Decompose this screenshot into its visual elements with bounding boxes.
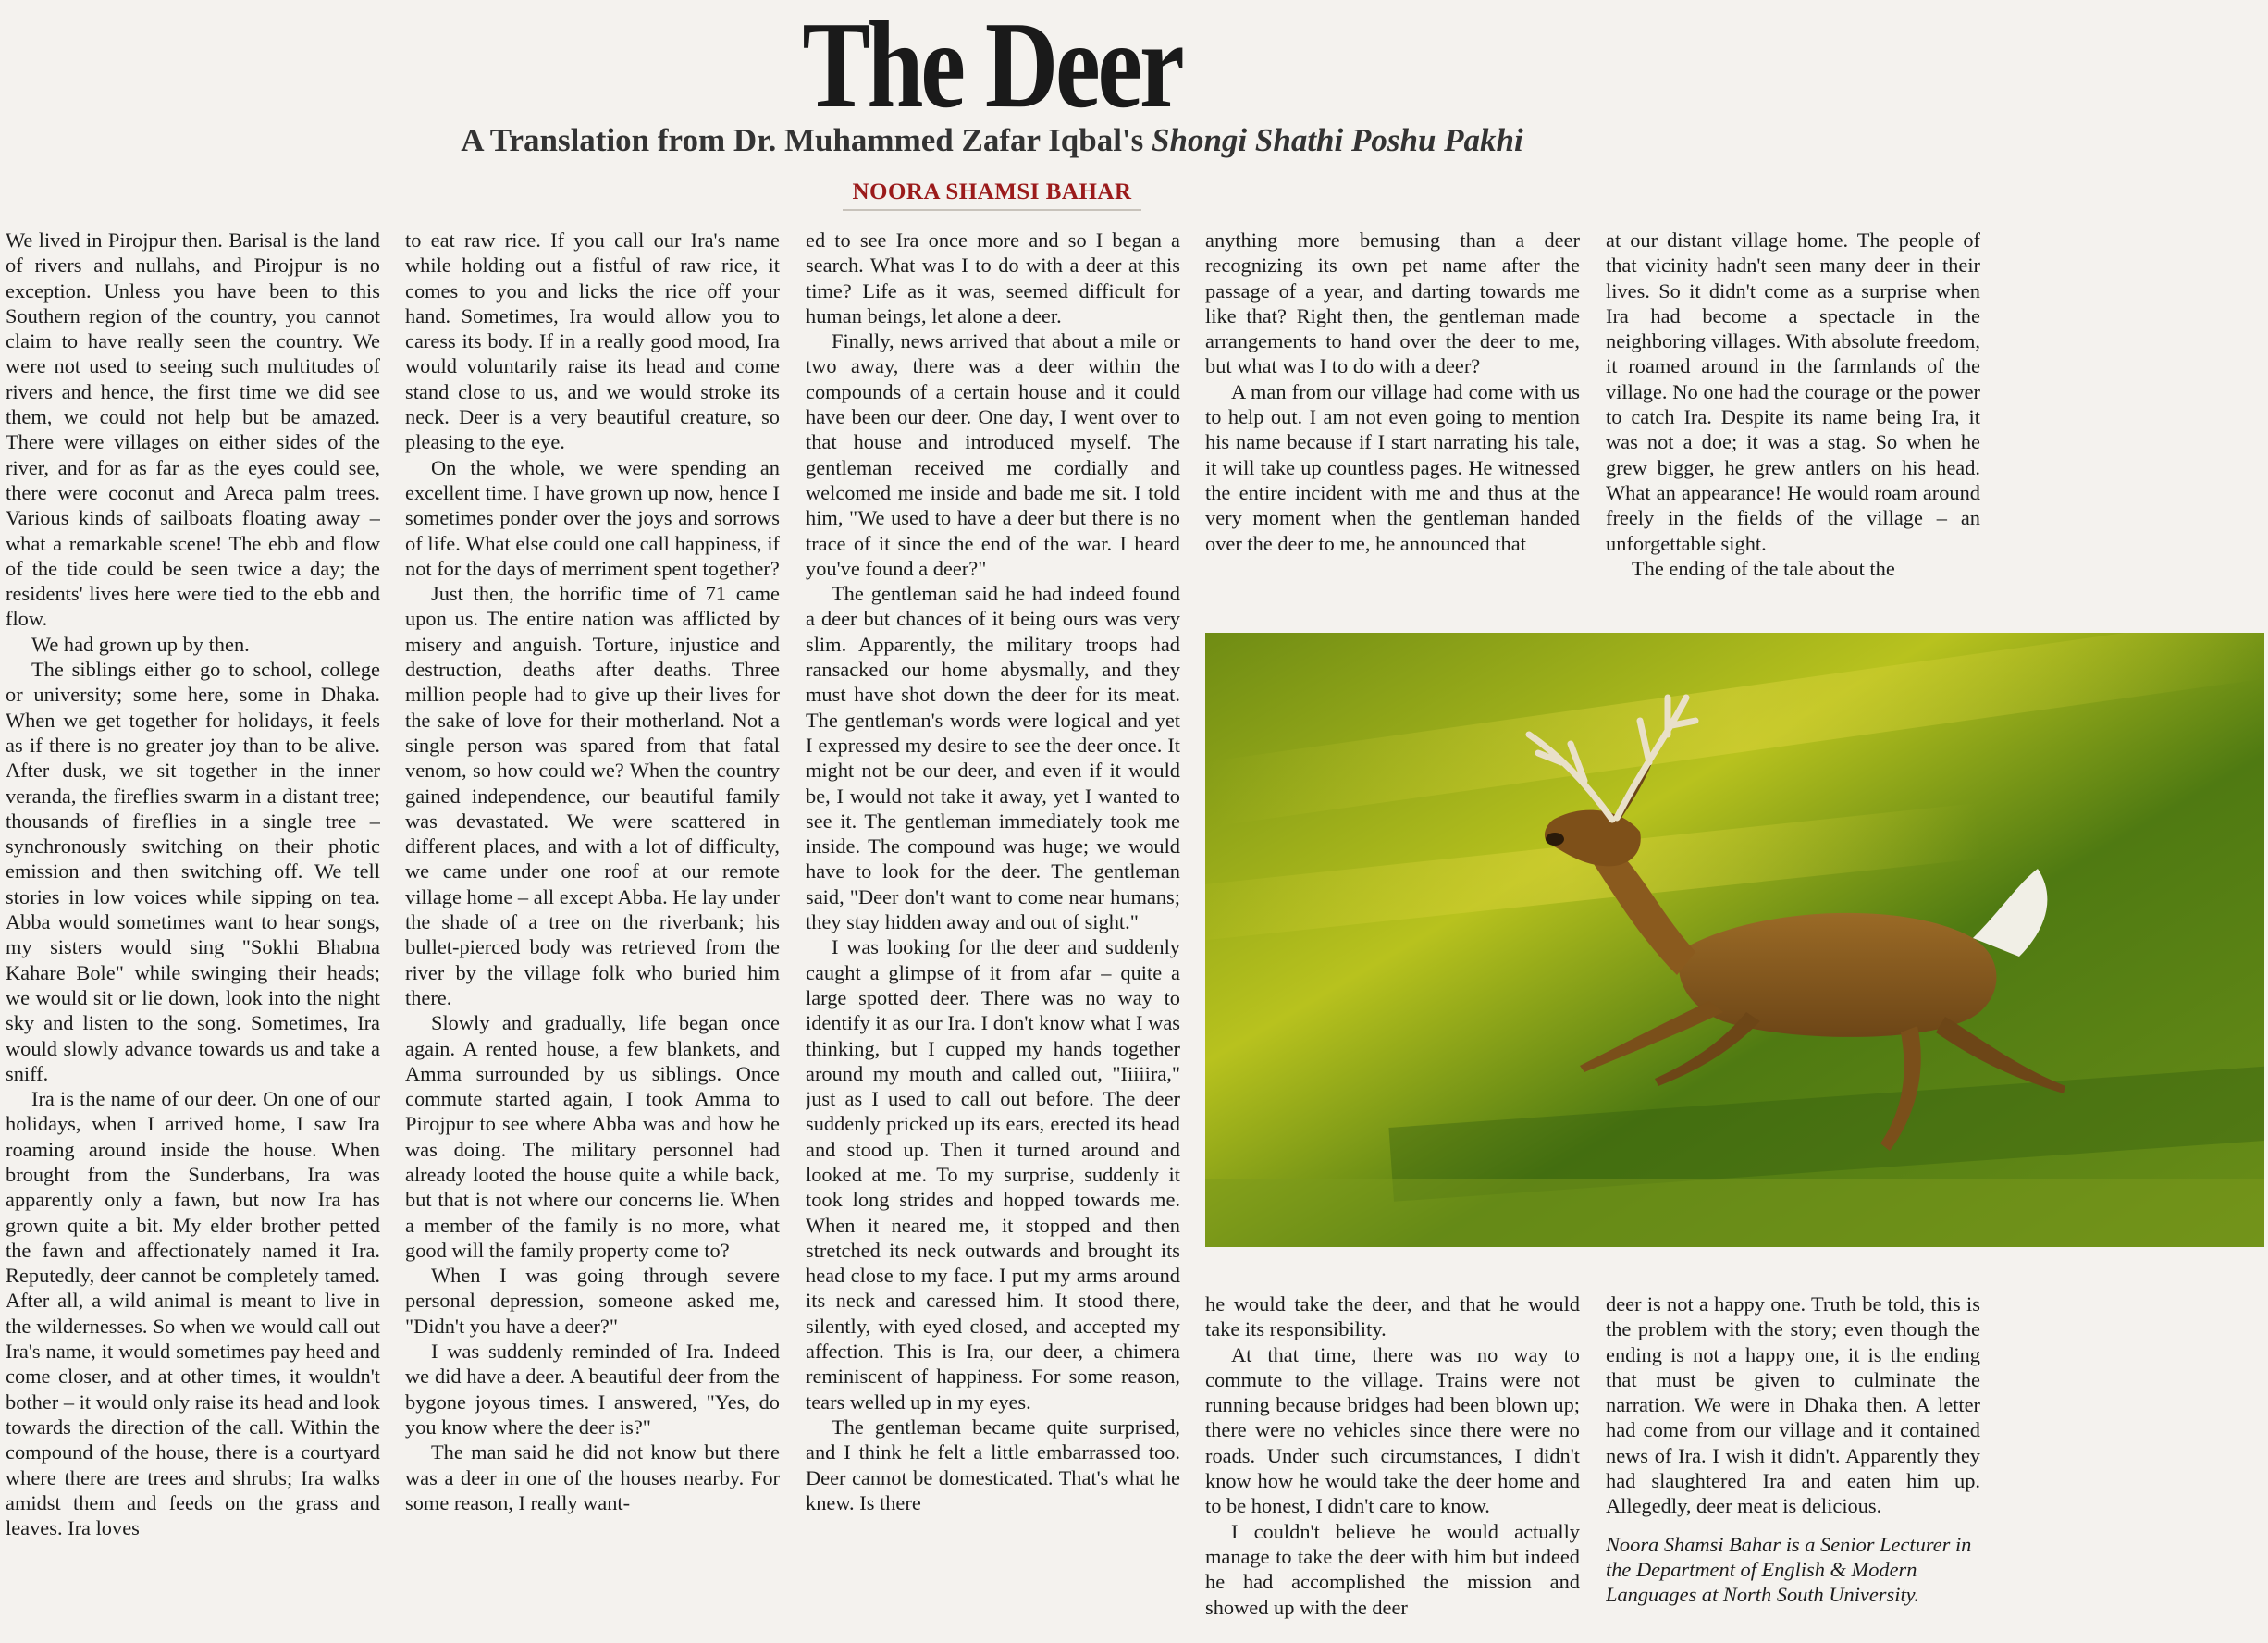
column-4-top [1205, 228, 1580, 607]
article-subtitle [0, 120, 1984, 161]
paragraph: Finally, news arrived that about a mile or two away, there was a deer within the compounds of a certain house and it could have been our deer. One day, I went over to that house and introduced myself. The gentleman received me cordially and welcomed me inside and bade me sit. I told him, "We used to have a deer but there is no trace of it since the end of the war. I heard you've found a deer?" [806, 329, 1180, 580]
paragraph: I couldn't believe he would actually manage to take the deer with him but indeed he had accomplished the mission and showed up with the deer [1205, 1519, 1580, 1619]
column-5-bottom [1606, 1291, 1980, 1643]
paragraph: The gentleman said he had indeed found a deer but chances of it being ours was very slim. Apparently, the military troops had ransacked our home abysmally, and they must have shot down the deer for its meat. The gentleman's words were logical and yet I expressed my desire to see the deer once. It might not be our deer, and even if it would be, I would not take it away, yet I wanted to see it. The gentleman immediately took me inside. The compound was huge; we would have to look for the deer. The gentleman said, "Deer don't want to come near humans; they stay hidden away and out of sight." [806, 582, 1180, 934]
deer-illustration [1205, 633, 2264, 1247]
paragraph: to eat raw rice. If you call our Ira's name while holding out a fistful of raw rice, it comes to you and licks the rice off your hand. Sometimes, Ira would allow you to caress its body. If in a really good mood, Ira would voluntarily raise its head and come stand close to us, and we would stroke its neck. Deer is a very beautiful creature, so pleasing to the eye. [405, 229, 780, 454]
author-name: NOORA SHAMSI BAHAR [843, 176, 1140, 211]
paragraph: The siblings either go to school, college or university; some here, some in Dhaka. When we get together for holidays, it feels as if there is no greater joy than to be alive. After dusk, we sit together in the inner veranda, the fireflies swarm in a distant tree; thousands of fireflies in a single tree – synchronously switching on their photic emission and then switching off. We tell stories in low voices while sipping on tea. Abba would sometimes want to hear songs, my sisters would sing "Sokhi Bhabna Kahare Bole" while swinging their heads; we would sit or lie down, look into the night sky and listen to the song. Sometimes, Ira would slowly advance towards us and take a sniff. [6, 658, 380, 1085]
column-5-top [1606, 228, 1980, 607]
paragraph: Just then, the horrific time of 71 came upon us. The entire nation was afflicted by misery and anguish. Torture, injustice and destruction, deaths after deaths. Three million people had to give up their lives for the sake of love for their motherland. Not a single person was spared from that fatal venom, so how could we? When the country gained independence, our beautiful family was devastated. We were scattered in different places, and with a lot of difficulty, we came under one roof at our remote village home – all except Abba. He lay under the shade of a tree on the riverbank; his bullet-pierced body was retrieved from the river by the village folk who buried him there. [405, 582, 780, 1009]
column-1 [6, 228, 380, 1643]
paragraph: anything more bemusing than a deer recognizing its own pet name after the passage of a year, and darting towards me like that? Right then, the gentleman made arrangements to hand over the deer to me, but what was I to do with a deer? [1205, 229, 1580, 378]
column-2 [405, 228, 780, 1643]
paragraph: We had grown up by then. [31, 632, 250, 656]
column-4-bottom [1205, 1291, 1580, 1643]
author-bio: Noora Shamsi Bahar is a Senior Lecturer in the Department of English & Modern Languages at North South University. [1606, 1532, 1972, 1607]
paragraph: A man from our village had come with us to help out. I am not even going to mention his name because if I start narrating his tale, it will take up countless pages. He witnessed the entire incident with me and thus at the very moment when the gentleman handed over the deer to me, he announced that [1205, 379, 1580, 555]
paragraph: Ira is the name of our deer. On one of our holidays, when I arrived home, I saw Ira roaming around inside the house. When brought from the Sunderbans, Ira was apparently only a fawn, but now Ira has grown quite a bit. My elder brother petted the fawn and affectionately named it Ira. Reputedly, deer cannot be completely tamed. After all, a wild animal is meant to live in the wildernesses. So when we would call out Ira's name, it would sometimes pay heed and come closer, and at other times, it wouldn't bother – it would only raise its head and look towards the direction of the call. Within the compound of the house, there is a courtyard where there are trees and shrubs; Ira walks amidst them and feeds on the grass and leaves. Ira loves [6, 1087, 380, 1540]
paragraph: I was suddenly reminded of Ira. Indeed we did have a deer. A beautiful deer from the bygone joyous times. I answered, "Yes, do you know where the deer is?" [405, 1340, 780, 1439]
paragraph: When I was going through severe personal depression, someone asked me, "Didn't you have a deer?" [405, 1264, 780, 1338]
deer-photo [1205, 633, 2264, 1247]
paragraph: deer is not a happy one. Truth be told, this is the problem with the story; even though the ending is not a happy one, it is the ending that must be given to culminate the narration. We were in Dhaka then. A letter had come from our village and it contained news of Ira. I wish it didn't. Apparently they had slaughtered Ira and eaten him up. Allegedly, deer meat is delicious. [1606, 1292, 1980, 1518]
paragraph: at our distant village home. The people of that vicinity hadn't seen many deer in their lives. So it didn't come as a surprise when Ira had become a spectacle in the neighboring villages. With absolute freedom, it roamed around in the farmlands of the village. No one had the courage or the power to catch Ira. Despite its name being Ira, it was not a doe; it was a stag. So when he grew bigger, he grew antlers on his head. What an appearance! He would roam around freely in the fields of the village – an unforgettable sight. [1606, 229, 1980, 555]
author-byline [0, 176, 1984, 211]
paragraph: At that time, there was no way to commute to the village. Trains were not running because bridges had been blown up; there were no vehicles since there were no roads. Under such circumstances, I didn't know how he would take the deer home and to be honest, I didn't care to know. [1205, 1342, 1580, 1518]
paragraph: The man said he did not know but there was a deer in one of the houses nearby. For some reason, I really want- [405, 1440, 780, 1514]
paragraph: The ending of the tale about the [1632, 556, 1895, 580]
subtitle-prefix: A Translation from Dr. Muhammed Zafar Iqbal's [461, 122, 1152, 158]
paragraph: ed to see Ira once more and so I began a search. What was I to do with a deer at this time? Life as it was, seemed difficult for human beings, let alone a deer. [806, 229, 1180, 327]
article-title: The Deer [802, 0, 1182, 133]
paragraph: he would take the deer, and that he would take its responsibility. [1205, 1292, 1580, 1341]
paragraph: Slowly and gradually, life began once again. A rented house, a few blankets, and Amma surrounded by us siblings. Once commute started again, I took Amma to Pirojpur to see where Abba was and how he was doing. The military personnel had already looted the house quite a while back, but that is not where our concerns lie. When a member of the family is no more, what good will the family property come to? [405, 1011, 780, 1262]
paragraph: I was looking for the deer and suddenly caught a glimpse of it from afar – quite a large spotted deer. There was no way to identify it as our Ira. I don't know what I was thinking, but I cupped my hands together around my mouth and called out, "Iiiiira," just as I used to call out before. The deer suddenly pricked up its ears, erected its head and stood up. Then it turned around and looked at me. To my surprise, suddenly it took long strides and hopped towards me. When it neared me, it stopped and then stretched its neck outwards and brought its head close to my face. I put my arms around its neck and caressed him. It stood there, silently, with eyed closed, and accepted my affection. This is Ira, our deer, a chimera reminiscent of happiness. For some reason, tears welled up in my eyes. [806, 935, 1180, 1414]
paragraph: On the whole, we were spending an excellent time. I have grown up now, hence I sometimes ponder over the joys and sorrows of life. What else could one call happiness, if not for the days of merriment spent together? [405, 455, 780, 580]
column-3 [806, 228, 1180, 1643]
paragraph: The gentleman became quite surprised, and I think he felt a little embarrassed too. Deer cannot be domesticated. That's what he knew. Is there [806, 1414, 1180, 1514]
paragraph: We lived in Pirojpur then. Barisal is the land of rivers and nullahs, and Pirojpur is no exception. Unless you have been to this Southern region of the country, you cannot claim to have really seen the country. We were not used to seeing such multitudes of rivers and hence, the first time we did see them, we could not help but be amazed. There were villages on either sides of the river, and for as far as the eyes could see, there were coconut and Areca palm trees. Various kinds of sailboats floating away – what a remarkable scene! The ebb and flow of the tide could be seen twice a day; the residents' lives here were tied to the ebb and flow. [6, 229, 380, 631]
subtitle-book-title: Shongi Shathi Poshu Pakhi [1152, 122, 1523, 158]
